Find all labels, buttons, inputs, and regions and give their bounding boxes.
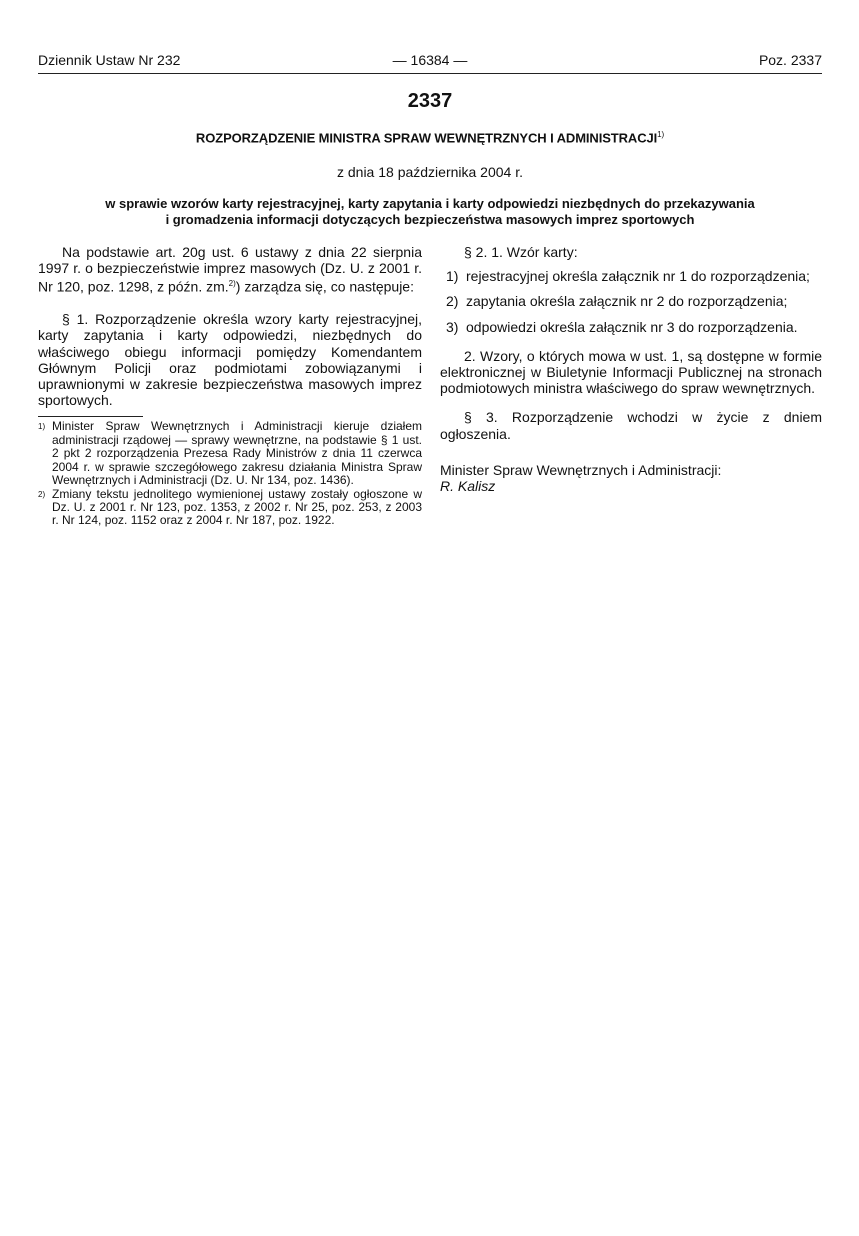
list-item-text: rejestracyjnej określa załącznik nr 1 do rozporządzenia; <box>466 268 810 285</box>
footnote-divider <box>38 416 143 417</box>
footnote-mark: 2) <box>38 489 46 499</box>
act-number: 2337 <box>407 90 453 112</box>
act-subject-line: w sprawie wzorów karty rejestracyjnej, karty zapytania i karty odpowiedzi niezbędnych do przekazywania <box>105 196 755 211</box>
signature-name: R. Kalisz <box>440 478 496 495</box>
legal-basis-text: Na podstawie art. 20g ust. 6 ustawy z dnia 22 sierpnia 1997 r. o bezpieczeństwie imprez masowych (Dz. U. z 2001 r. Nr 120, poz. 1298, z późn. zm. <box>38 244 422 296</box>
signature-role: Minister Spraw Wewnętrznych i Administracji: <box>440 461 722 478</box>
list-item-number: 1) <box>446 268 459 285</box>
page-number: — 16384 — <box>392 52 468 68</box>
list-item <box>440 268 822 284</box>
act-title <box>38 130 822 145</box>
footnote-reference: 2) <box>228 279 236 289</box>
section-2-intro: § 2. 1. Wzór karty: <box>464 244 578 260</box>
header-divider <box>38 73 822 74</box>
list-item <box>440 319 822 335</box>
footnote-mark: 1) <box>38 422 46 432</box>
list-item <box>440 293 822 309</box>
footnote <box>38 420 422 487</box>
list-item-text: odpowiedzi określa załącznik nr 3 do rozporządzenia. <box>466 318 798 335</box>
journal-title: Dziennik Ustaw Nr 232 <box>38 52 181 68</box>
legal-basis-paragraph <box>38 244 422 295</box>
left-column <box>38 244 422 528</box>
act-subject-line: i gromadzenia informacji dotyczących bezpieczeństwa masowych imprez sportowych <box>165 212 695 227</box>
section-3-paragraph: § 3. Rozporządzenie wchodzi w życie z dniem ogłoszenia. <box>440 409 822 442</box>
section-1-paragraph: § 1. Rozporządzenie określa wzory karty rejestracyjnej, karty zapytania i karty odpowiedzi, niezbędnych do właściwego obiegu informacji pomiędzy Komendantem Głównym Policji oraz podmiotami zobowiązanymi i uprawnionymi w zakresie bezpieczeństwa masowych imprez sportowych. <box>38 311 422 409</box>
page-header <box>38 52 822 70</box>
footnote-text: Minister Spraw Wewnętrznych i Administracji kieruje działem administracji rządowej — sprawy wewnętrzne, na podstawie § 1 ust. 2 pkt 2 rozporządzenia Prezesa Rady Ministrów z dnia 11 czerwca 2004 r. w sprawie szczegółowego zakresu działania Ministra Spraw Wewnętrznych i Administracji (Dz. U. Nr 134, poz. 1436). <box>52 419 422 488</box>
list-item-text: zapytania określa załącznik nr 2 do rozporządzenia; <box>466 293 788 310</box>
act-title-text: ROZPORZĄDZENIE MINISTRA SPRAW WEWNĘTRZNYCH I ADMINISTRACJI <box>195 130 658 146</box>
list-item-number: 3) <box>446 318 459 335</box>
right-column <box>440 244 822 494</box>
footnote-text: Zmiany tekstu jednolitego wymienionej ustawy zostały ogłoszone w Dz. U. z 2001 r. Nr 123, poz. 1353, z 2002 r. Nr 25, poz. 253, z 2003 r. Nr 124, poz. 1152 oraz z 2004 r. Nr 187, poz. 1922. <box>52 486 422 528</box>
position-number: Poz. 2337 <box>758 52 822 68</box>
section-2-paragraph-2: 2. Wzory, o których mowa w ust. 1, są dostępne w formie elektronicznej w Biuletynie Informacji Publicznej na stronach podmiotowych ministra właściwego do spraw wewnętrznych. <box>440 347 822 397</box>
act-subject <box>38 196 822 228</box>
act-title-footnote-mark: 1) <box>657 130 665 139</box>
act-date: z dnia 18 października 2004 r. <box>336 164 523 180</box>
list-item-number: 2) <box>446 293 459 310</box>
legal-basis-text-end: ) zarządza się, co następuje: <box>235 279 414 296</box>
footnote <box>38 488 422 528</box>
